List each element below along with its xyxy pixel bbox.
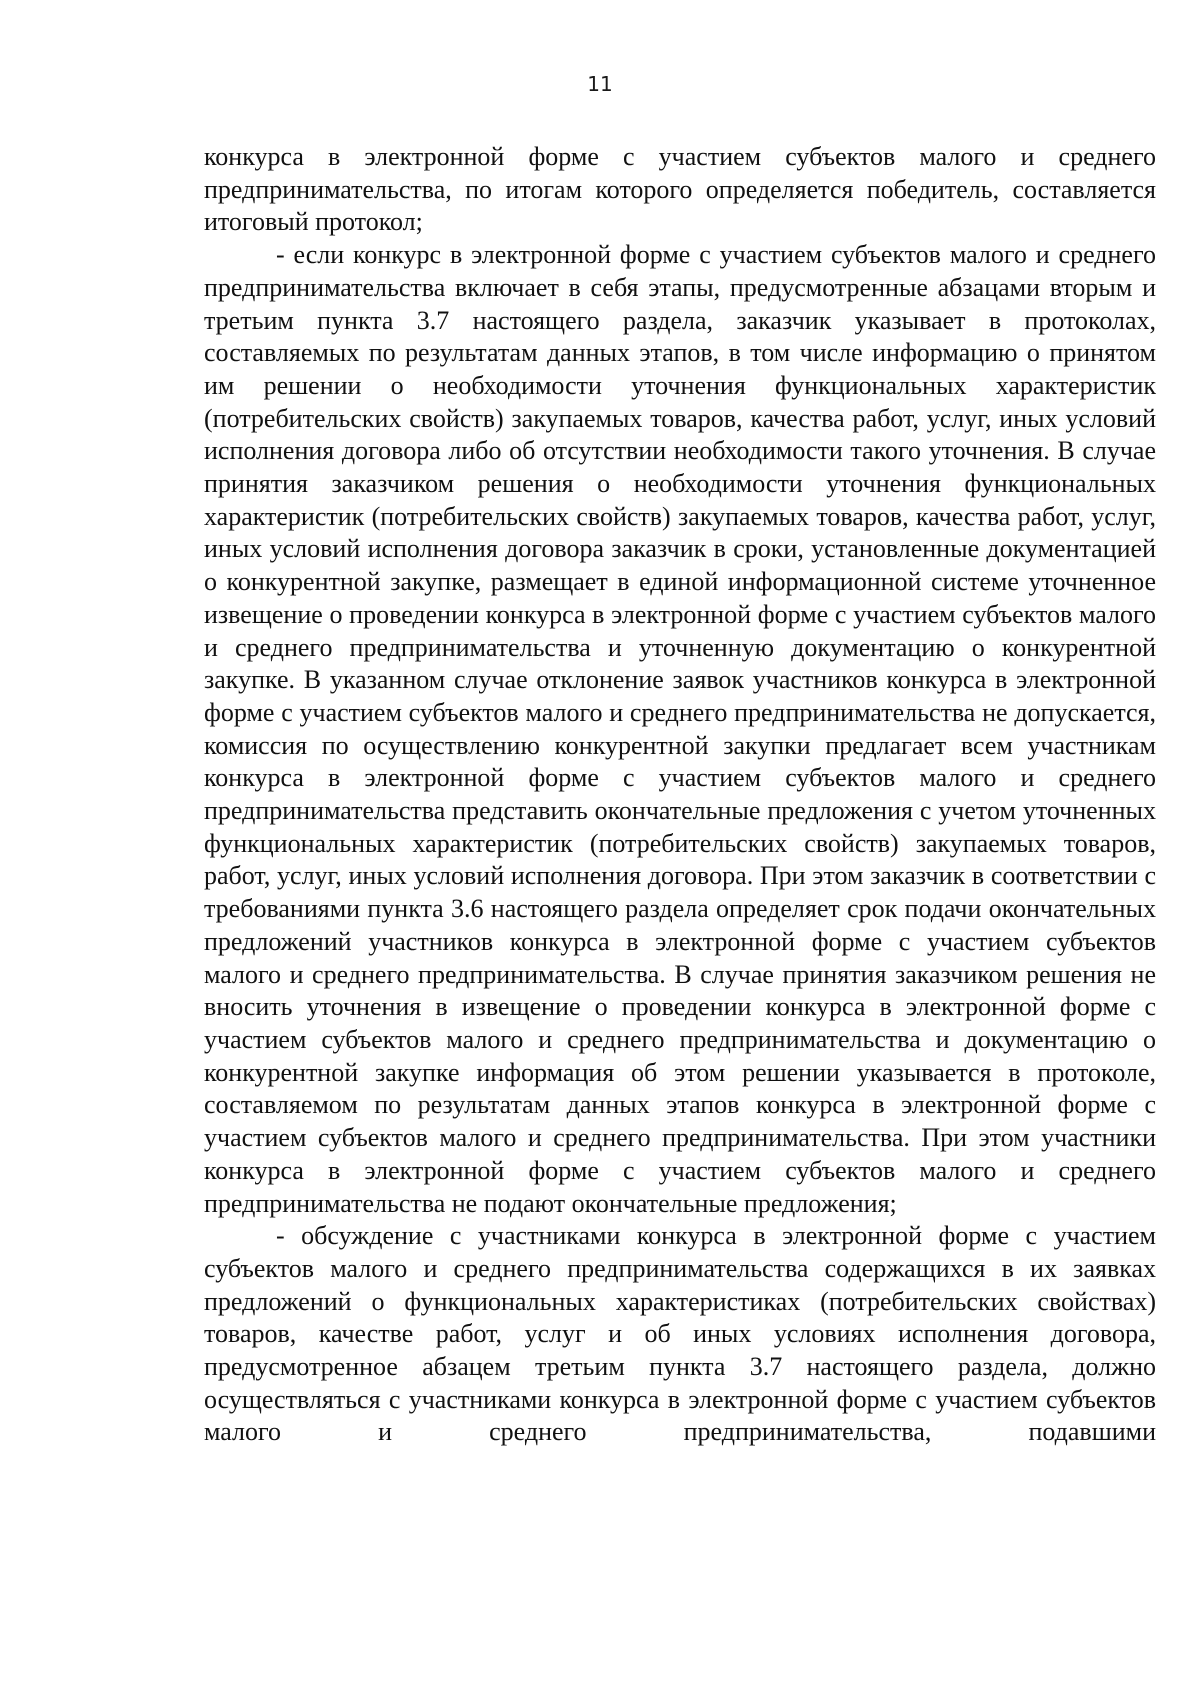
paragraph-clarification-protocols: - если конкурс в электронной форме с участием субъектов малого и среднего предпринимательства включает в себя этапы, предусмотренные абзацами вторым и третьим пункта 3.7 настоящего раздела, заказчик указывает в протоколах, составляемых по результатам данных этапов, в том числе информацию о принятом им решении о необходимости уточнения функциональных характеристик (потребительских свойств) закупаемых товаров, качества работ, услуг, иных условий исполнения договора либо об отсутствии необходимости такого уточнения. В случае принятия заказчиком решения о необходимости уточнения функциональных характеристик (потребительских свойств) закупаемых товаров, качества работ, услуг, иных условий исполнения договора заказчик в сроки, установленные документацией о конкурентной закупке, размещает в единой информационной системе уточненное извещение о проведении конкурса в электронной форме с участием субъектов малого и среднего предпринимательства и уточненную документацию о конкурентной закупке. В указанном случае отклонение заявок участников конкурса в электронной форме с участием субъектов малого и среднего предпринимательства не допускается, комиссия по осуществлению конкурентной закупки предлагает всем участникам конкурса в электронной форме с участием субъектов малого и среднего предпринимательства представить окончательные предложения с учетом уточненных функциональных характеристик (потребительских свойств) закупаемых товаров, работ, услуг, иных условий исполнения договора. При этом заказчик в соответствии с требованиями пункта 3.6 настоящего раздела определяет срок подачи окончательных предложений участников конкурса в электронной форме с участием субъектов малого и среднего предпринимательства. В случае принятия заказчиком решения не вносить уточнения в извещение о проведении конкурса в электронной форме с участием субъектов малого и среднего предпринимательства и документацию о конкурентной закупке информация об этом решении указывается в протоколе, составляемом по результатам данных этапов конкурса в электронной форме с участием субъектов малого и среднего предпринимательства. При этом участники конкурса в электронной форме с участием субъектов малого и среднего предпринимательства не подают окончательные предложения; — [204, 240, 1156, 1218]
document-body — [204, 141, 1156, 1449]
paragraph-discussion-with-participants: - обсуждение с участниками конкурса в электронной форме с участием субъектов малого и среднего предпринимательства содержащихся в их заявках предложений о функциональных характеристиках (потребительских свойствах) товаров, качестве работ, услуг и об иных условиях исполнения договора, предусмотренное абзацем третьим пункта 3.7 настоящего раздела, должно осуществляться с участниками конкурса в электронной форме с участием субъектов малого и среднего предпринимательства, подавшими — [204, 1221, 1156, 1447]
paragraph-continuation: конкурса в электронной форме с участием субъектов малого и среднего предпринимательства, по итогам которого определяется победитель, составляется итоговый протокол; — [204, 142, 1156, 237]
page-number: 11 — [587, 72, 613, 96]
